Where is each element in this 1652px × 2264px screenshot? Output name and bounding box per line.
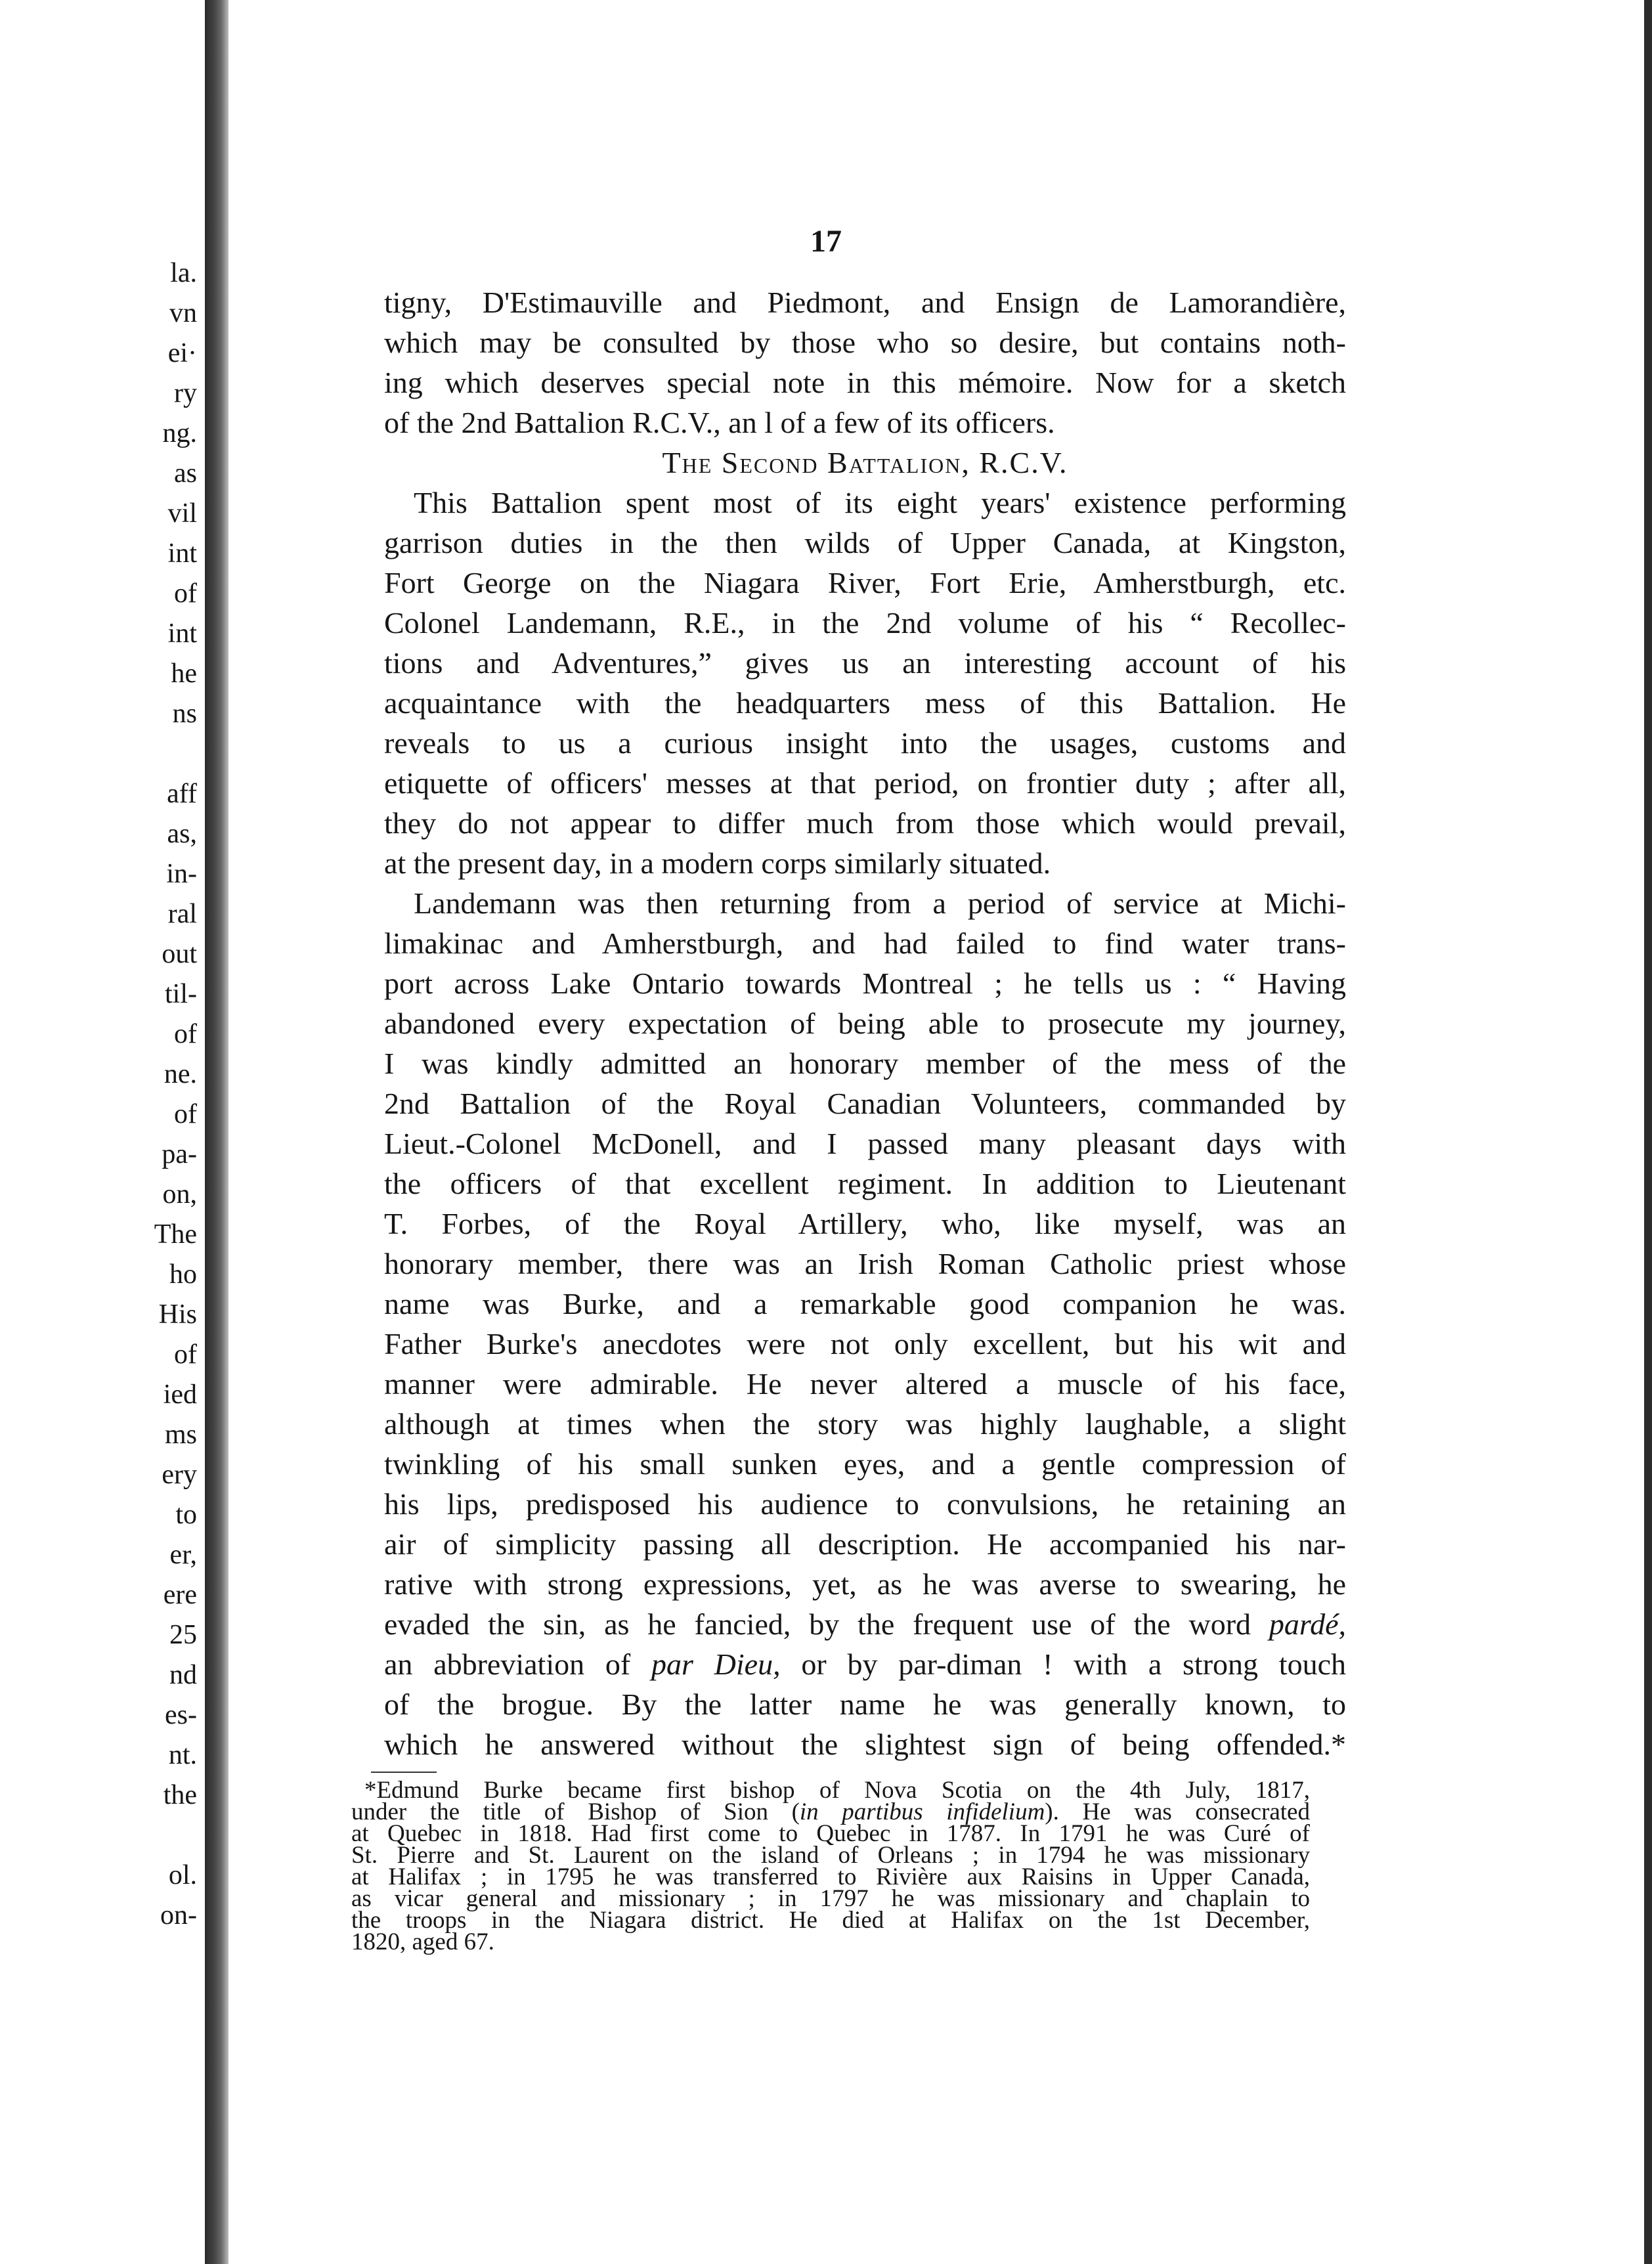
facing-page-fragment: to [175, 1500, 197, 1530]
facing-page-fragment: ng. [162, 418, 197, 448]
paragraph-3 [384, 883, 1346, 1764]
text-line: manner were admirable. He never altered a muscle of his face, [384, 1367, 1346, 1401]
text-line: Fort George on the Niagara River, Fort Erie, Amherstburgh, etc. [384, 566, 1346, 599]
facing-page-fragment: as, [167, 819, 197, 849]
facing-page-fragment: the [163, 1780, 197, 1810]
facing-page-fragment: in- [166, 859, 197, 889]
facing-page-fragment: ms [164, 1420, 197, 1450]
text-segment: an abbreviation of [384, 1647, 651, 1681]
text-line: garrison duties in the then wilds of Upper Canada, at Kingston, [384, 526, 1346, 559]
text-segment: or by par-diman ! with a strong touch [780, 1647, 1346, 1681]
facing-page-fragment: as [174, 458, 197, 489]
facing-page-fragments [0, 0, 197, 2264]
facing-page-fragment: The [154, 1219, 197, 1250]
facing-page-fragment: ral [167, 899, 197, 929]
facing-page-fragment: vil [167, 498, 197, 529]
paragraph-2 [384, 483, 1346, 883]
text-line: name was Burke, and a remarkable good companion he was. [384, 1287, 1346, 1320]
text-line [384, 1644, 1346, 1684]
facing-page-fragment: of [174, 1019, 197, 1049]
facing-page-fragment: la. [170, 258, 197, 288]
text-line: etiquette of officers' messes at that period, on frontier duty ; after all, [384, 766, 1346, 800]
facing-page-fragment: 25 [169, 1620, 197, 1650]
text-line: port across Lake Ontario towards Montreal ; he tells us : “ Having [384, 967, 1346, 1000]
footnote [351, 1779, 1310, 1953]
text-line: limakinac and Amherstburgh, and had failed to find water trans- [384, 926, 1346, 960]
page-number: 17 [810, 224, 842, 259]
text-line: tions and Adventures,” gives us an interesting account of his [384, 646, 1346, 680]
facing-page-fragment: er, [169, 1540, 197, 1570]
facing-page-fragment: of [174, 1339, 197, 1370]
footnote-rule [371, 1772, 437, 1773]
italic-word: par Dieu, [651, 1647, 781, 1681]
text-line: tigny, D'Estimauville and Piedmont, and Ensign de Lamorandière, [384, 286, 1346, 319]
facing-page-edge [0, 0, 204, 2264]
paragraph-1 [384, 282, 1346, 443]
facing-page-fragment: ere [163, 1580, 197, 1610]
text-line: of the 2nd Battalion R.C.V., an l of a few of its officers. [384, 406, 1055, 439]
footnote-line: St. Pierre and St. Laurent on the island of Orleans ; in 1794 he was missionary [351, 1842, 1310, 1869]
book-gutter [205, 0, 228, 2264]
facing-page-fragment: aff [167, 779, 197, 809]
facing-page-fragment: of [174, 1099, 197, 1129]
text-line: of the brogue. By the latter name he was generally known, to [384, 1687, 1346, 1721]
facing-page-fragment: ho [169, 1259, 197, 1290]
text-line: at the present day, in a modern corps similarly situated. [384, 846, 1051, 880]
facing-page-fragment: he [171, 659, 197, 689]
text-line [384, 1604, 1346, 1644]
text-line: abandoned every expectation of being able to prosecute my journey, [384, 1007, 1346, 1040]
text-line: T. Forbes, of the Royal Artillery, who, like myself, was an [384, 1207, 1346, 1240]
text-line: This Battalion spent most of its eight years' existence performing [414, 486, 1346, 519]
text-line: Colonel Landemann, R.E., in the 2nd volume of his “ Recollec- [384, 606, 1346, 640]
facing-page-fragment: nd [169, 1660, 197, 1690]
facing-page-fragment: His [158, 1299, 197, 1330]
text-line: rative with strong expressions, yet, as he was averse to swearing, he [384, 1567, 1346, 1601]
text-line: I was kindly admitted an honorary member of the mess of the [384, 1047, 1346, 1080]
text-line: Landemann was then returning from a period of service at Michi- [414, 886, 1346, 920]
facing-page-fragment: ied [163, 1380, 197, 1410]
facing-page-fragment: int [167, 619, 197, 649]
facing-page-fragment: vn [169, 298, 197, 328]
text-line: 2nd Battalion of the Royal Canadian Volunteers, commanded by [384, 1087, 1346, 1120]
text-line: air of simplicity passing all description. He accompanied his nar- [384, 1527, 1346, 1561]
italic-word: pardé, [1269, 1607, 1346, 1641]
page-body [384, 282, 1346, 1764]
text-line: Lieut.-Colonel McDonell, and I passed many pleasant days with [384, 1127, 1346, 1160]
text-line: the officers of that excellent regiment. In addition to Lieutenant [384, 1167, 1346, 1200]
facing-page-fragment: of [174, 578, 197, 609]
facing-page-fragment: on- [160, 1900, 197, 1930]
facing-page-fragment: ne. [163, 1059, 197, 1089]
page-right-edge [1644, 0, 1652, 2264]
text-line: although at times when the story was highly laughable, a slight [384, 1407, 1346, 1441]
footnote-line: as vicar general and missionary ; in 1797 he was missionary and chaplain to [351, 1885, 1310, 1912]
text-segment: evaded the sin, as he fancied, by the frequent use of the word [384, 1607, 1269, 1641]
facing-page-fragment: out [162, 939, 197, 969]
text-segment: under the title of Bishop of Sion ( [351, 1798, 800, 1825]
facing-page-fragment: on, [162, 1179, 197, 1209]
text-line: which he answered without the slightest sign of being offended.* [384, 1728, 1346, 1761]
text-line: Father Burke's anecdotes were not only excellent, but his wit and [384, 1327, 1346, 1361]
facing-page-fragment: ns [172, 699, 197, 729]
facing-page-fragment: nt. [168, 1740, 197, 1770]
footnote-line: the troops in the Niagara district. He died at Halifax on the 1st December, [351, 1907, 1310, 1934]
facing-page-fragment: ol. [168, 1860, 197, 1890]
text-line: acquaintance with the headquarters mess of this Battalion. He [384, 686, 1346, 720]
italic-phrase: in partibus infidelium [799, 1798, 1045, 1825]
text-line: they do not appear to differ much from those which would prevail, [384, 806, 1346, 840]
text-line: twinkling of his small sunken eyes, and a gentle compression of [384, 1447, 1346, 1481]
section-heading: The Second Battalion, R.C.V. [662, 446, 1068, 479]
facing-page-fragment: int [167, 538, 197, 569]
text-line: reveals to us a curious insight into the usages, customs and [384, 726, 1346, 760]
facing-page-fragment: ry [174, 378, 197, 408]
text-line: ing which deserves special note in this mémoire. Now for a sketch [384, 366, 1346, 399]
facing-page-fragment: til- [165, 979, 197, 1009]
footnote-line: at Quebec in 1818. Had first come to Quebec in 1787. In 1791 he was Curé of [351, 1820, 1310, 1847]
footnote-line: at Halifax ; in 1795 he was transferred to Rivière aux Raisins in Upper Canada, [351, 1863, 1310, 1890]
facing-page-fragment: es- [165, 1700, 197, 1730]
footnote-line: 1820, aged 67. [351, 1928, 494, 1955]
facing-page-fragment: ei· [167, 338, 197, 368]
text-line: which may be consulted by those who so desire, but contains noth- [384, 326, 1346, 359]
footnote-line: *Edmund Burke became first bishop of Nova Scotia on the 4th July, 1817, [364, 1777, 1310, 1804]
text-segment: ). He was consecrated [1045, 1798, 1310, 1825]
facing-page-fragment: pa- [162, 1139, 197, 1169]
text-line: honorary member, there was an Irish Roman Catholic priest whose [384, 1247, 1346, 1280]
facing-page-fragment: ery [162, 1460, 197, 1490]
text-line: his lips, predisposed his audience to convulsions, he retaining an [384, 1487, 1346, 1521]
